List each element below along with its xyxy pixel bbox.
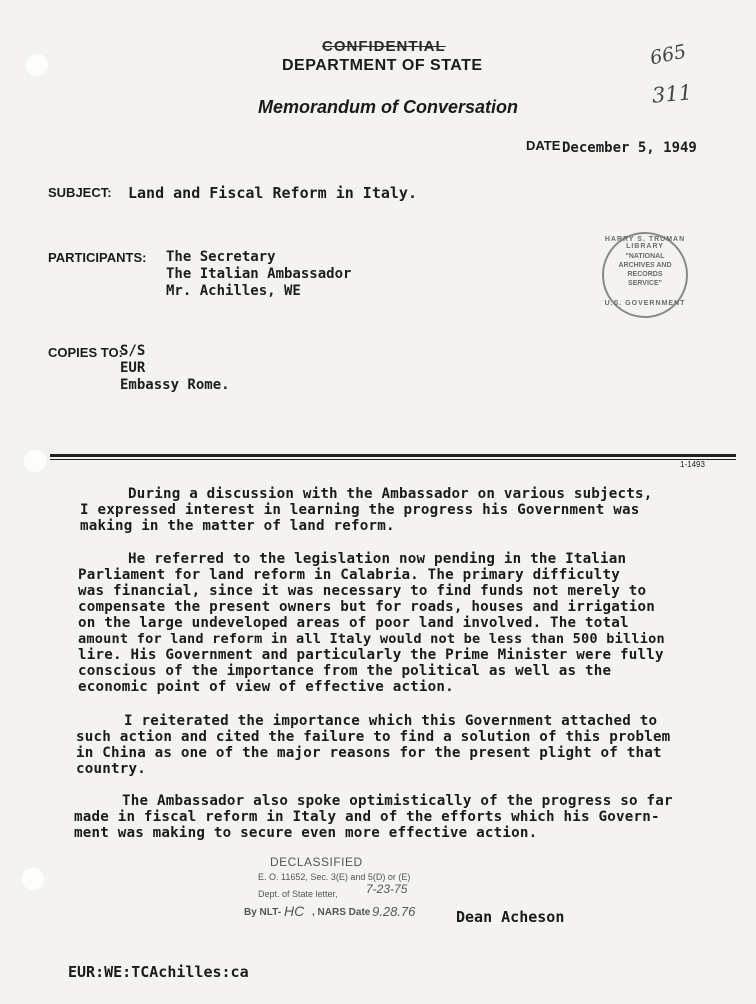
body-line: amount for land reform in all Italy would not be less than 500 billion bbox=[78, 631, 665, 647]
declassified-by-label: By NLT- bbox=[244, 907, 282, 918]
body-line: made in fiscal reform in Italy and of the efforts which his Govern- bbox=[74, 809, 660, 825]
form-number: 1-1493 bbox=[680, 460, 705, 469]
body-line: economic point of view of effective action. bbox=[78, 679, 454, 695]
declassified-title: DECLASSIFIED bbox=[270, 855, 363, 869]
declassified-authority: E. O. 11652, Sec. 3(E) and 5(D) or (E) bbox=[258, 872, 411, 882]
department-title: DEPARTMENT OF STATE bbox=[282, 57, 483, 74]
signature-name: Dean Acheson bbox=[456, 908, 565, 926]
declassified-date: 9.28.76 bbox=[372, 904, 416, 919]
subject-value: Land and Fiscal Reform in Italy. bbox=[128, 184, 417, 202]
participants-label: PARTICIPANTS: bbox=[48, 250, 147, 265]
date-label: DATE bbox=[526, 138, 561, 153]
copies-item: Embassy Rome. bbox=[120, 377, 230, 393]
body-line: The Ambassador also spoke optimistically of the progress so far bbox=[122, 793, 673, 809]
body-line: During a discussion with the Ambassador on various subjects, bbox=[128, 486, 653, 502]
stamp-ring-text: HARRY S. TRUMAN LIBRARY bbox=[604, 236, 686, 250]
participant-item: The Secretary bbox=[166, 249, 276, 265]
participant-item: Mr. Achilles, WE bbox=[166, 283, 301, 299]
separator-rule bbox=[50, 454, 736, 457]
handwritten-number: 665 bbox=[648, 40, 689, 70]
participant-item: The Italian Ambassador bbox=[166, 266, 352, 282]
stamp-inner-text: "NATIONAL ARCHIVES AND RECORDS SERVICE" bbox=[618, 253, 672, 287]
body-line: compensate the present owners but for roads, houses and irrigation bbox=[78, 599, 655, 615]
copies-item: EUR bbox=[120, 360, 146, 376]
stamp-bottom-text: U.S. GOVERNMENT bbox=[604, 300, 686, 307]
body-line: Parliament for land reform in Calabria. The primary difficulty bbox=[78, 567, 620, 583]
copies-label: COPIES TO: bbox=[48, 345, 123, 360]
body-line: was financial, since it was necessary to find funds not merely to bbox=[78, 583, 647, 599]
archives-stamp bbox=[602, 232, 688, 318]
body-line: country. bbox=[76, 761, 146, 777]
subject-label: SUBJECT: bbox=[48, 185, 112, 200]
declassified-letter-date: 7-23-75 bbox=[366, 882, 408, 896]
date-value: December 5, 1949 bbox=[562, 140, 697, 156]
body-line: conscious of the importance from the political as well as the bbox=[78, 663, 612, 679]
punch-hole bbox=[22, 448, 48, 474]
body-line: lire. His Government and particularly the Prime Minister were fully bbox=[78, 647, 664, 663]
document-title: Memorandum of Conversation bbox=[258, 97, 519, 117]
body-line: making in the matter of land reform. bbox=[80, 518, 395, 534]
declassified-date-label: , NARS Date bbox=[312, 907, 371, 918]
punch-hole bbox=[24, 52, 50, 78]
declassified-letter-label: Dept. of State letter, bbox=[258, 889, 338, 899]
body-line: such action and cited the failure to find a solution of this problem bbox=[76, 729, 671, 745]
copies-item: S/S bbox=[120, 343, 146, 359]
body-line: I reiterated the importance which this Government attached to bbox=[124, 713, 658, 729]
separator-rule bbox=[50, 459, 736, 460]
body-line: ment was making to secure even more effective action. bbox=[74, 825, 538, 841]
classification-marking: CONFIDENTIAL bbox=[322, 38, 446, 55]
body-line: He referred to the legislation now pending in the Italian bbox=[128, 551, 627, 567]
body-line: I expressed interest in learning the progress his Government was bbox=[80, 502, 640, 518]
declassified-initials: HC bbox=[284, 903, 305, 919]
punch-hole bbox=[20, 866, 46, 892]
body-line: in China as one of the major reasons for the present plight of that bbox=[76, 745, 662, 761]
body-line: on the large undeveloped areas of poor land involved. The total bbox=[78, 615, 629, 631]
handwritten-number: 311 bbox=[651, 80, 694, 108]
reference-code: EUR:WE:TCAchilles:ca bbox=[68, 963, 249, 981]
